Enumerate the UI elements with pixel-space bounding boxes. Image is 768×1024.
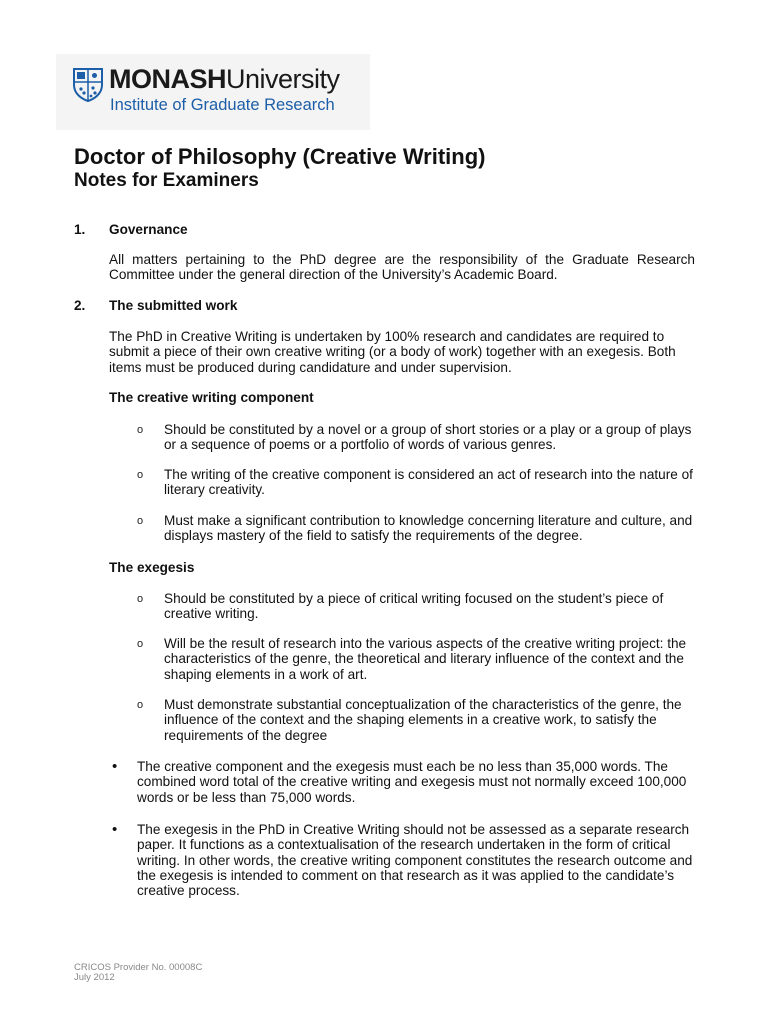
list-marker: o xyxy=(137,469,144,481)
list-item: Should be constituted by a piece of critical writing focused on the student’s piece of creative writing. xyxy=(164,591,664,622)
footer-provider: CRICOS Provider No. 00008C xyxy=(74,962,203,973)
list-item: Will be the result of research into the various aspects of the creative writing project: the characteristics of the genre, the theoretical and literary influence of the context and the shaping elements in a work of art. xyxy=(164,636,687,682)
list-marker: o xyxy=(137,424,144,436)
exegesis-heading: The exegesis xyxy=(109,560,195,575)
logo-brand: MONASH xyxy=(109,64,226,94)
bullet-item-exegesis-assessment: The exegesis in the PhD in Creative Writing should not be assessed as a separate research paper. It functions as a contextualisation of the research undertaken in the form of critical writing. In other words, the creative writing component constitutes the research outcome and the exegesis is intended to comment on that research as it was applied to the candidate’s creative process. xyxy=(137,822,693,899)
list-item: Must demonstrate substantial conceptualization of the characteristics of the genre, the influence of the context and the shaping elements in a creative work, to satisfy the requirements of the degree xyxy=(164,697,682,743)
bullet-marker: • xyxy=(112,758,118,775)
section-number: 1. xyxy=(74,222,86,237)
list-marker: o xyxy=(137,593,144,605)
footer-date: July 2012 xyxy=(74,972,115,983)
section-number: 2. xyxy=(74,298,86,313)
bullet-marker: • xyxy=(112,821,118,838)
monash-crest-icon xyxy=(73,68,103,102)
submitted-work-paragraph: The PhD in Creative Writing is undertaken by 100% research and candidates are required to submit a piece of their own creative writing (or a body of work) together with an exegesis. Both items must be produced during candidature and under supervision. xyxy=(109,329,676,375)
document-subtitle: Notes for Examiners xyxy=(74,170,259,191)
logo-wordmark xyxy=(109,64,340,95)
section-heading-submitted-work: The submitted work xyxy=(109,298,238,313)
logo-brand-suffix: University xyxy=(226,64,340,94)
governance-paragraph: All matters pertaining to the PhD degree are the responsibility of the Graduate Research Committee under the general direction of the University’s Academic Board. xyxy=(109,252,695,283)
list-marker: o xyxy=(137,699,144,711)
bullet-item-word-count: The creative component and the exegesis must each be no less than 35,000 words. The combined word total of the creative writing and exegesis must not normally exceed 100,000 words or be less than 75,000 words. xyxy=(137,759,687,805)
logo-institute: Institute of Graduate Research xyxy=(110,96,335,114)
creative-component-heading: The creative writing component xyxy=(109,390,314,405)
monash-logo xyxy=(56,54,370,130)
list-item: Must make a significant contribution to knowledge concerning literature and culture, and displays mastery of the field to satisfy the requirements of the degree. xyxy=(164,513,693,544)
list-marker: o xyxy=(137,638,144,650)
section-heading-governance: Governance xyxy=(109,222,188,237)
list-item: The writing of the creative component is considered an act of research into the nature of literary creativity. xyxy=(164,467,693,498)
list-item: Should be constituted by a novel or a group of short stories or a play or a group of plays or a sequence of poems or a portfolio of words of various genres. xyxy=(164,422,692,453)
list-marker: o xyxy=(137,515,144,527)
document-title: Doctor of Philosophy (Creative Writing) xyxy=(74,144,486,169)
